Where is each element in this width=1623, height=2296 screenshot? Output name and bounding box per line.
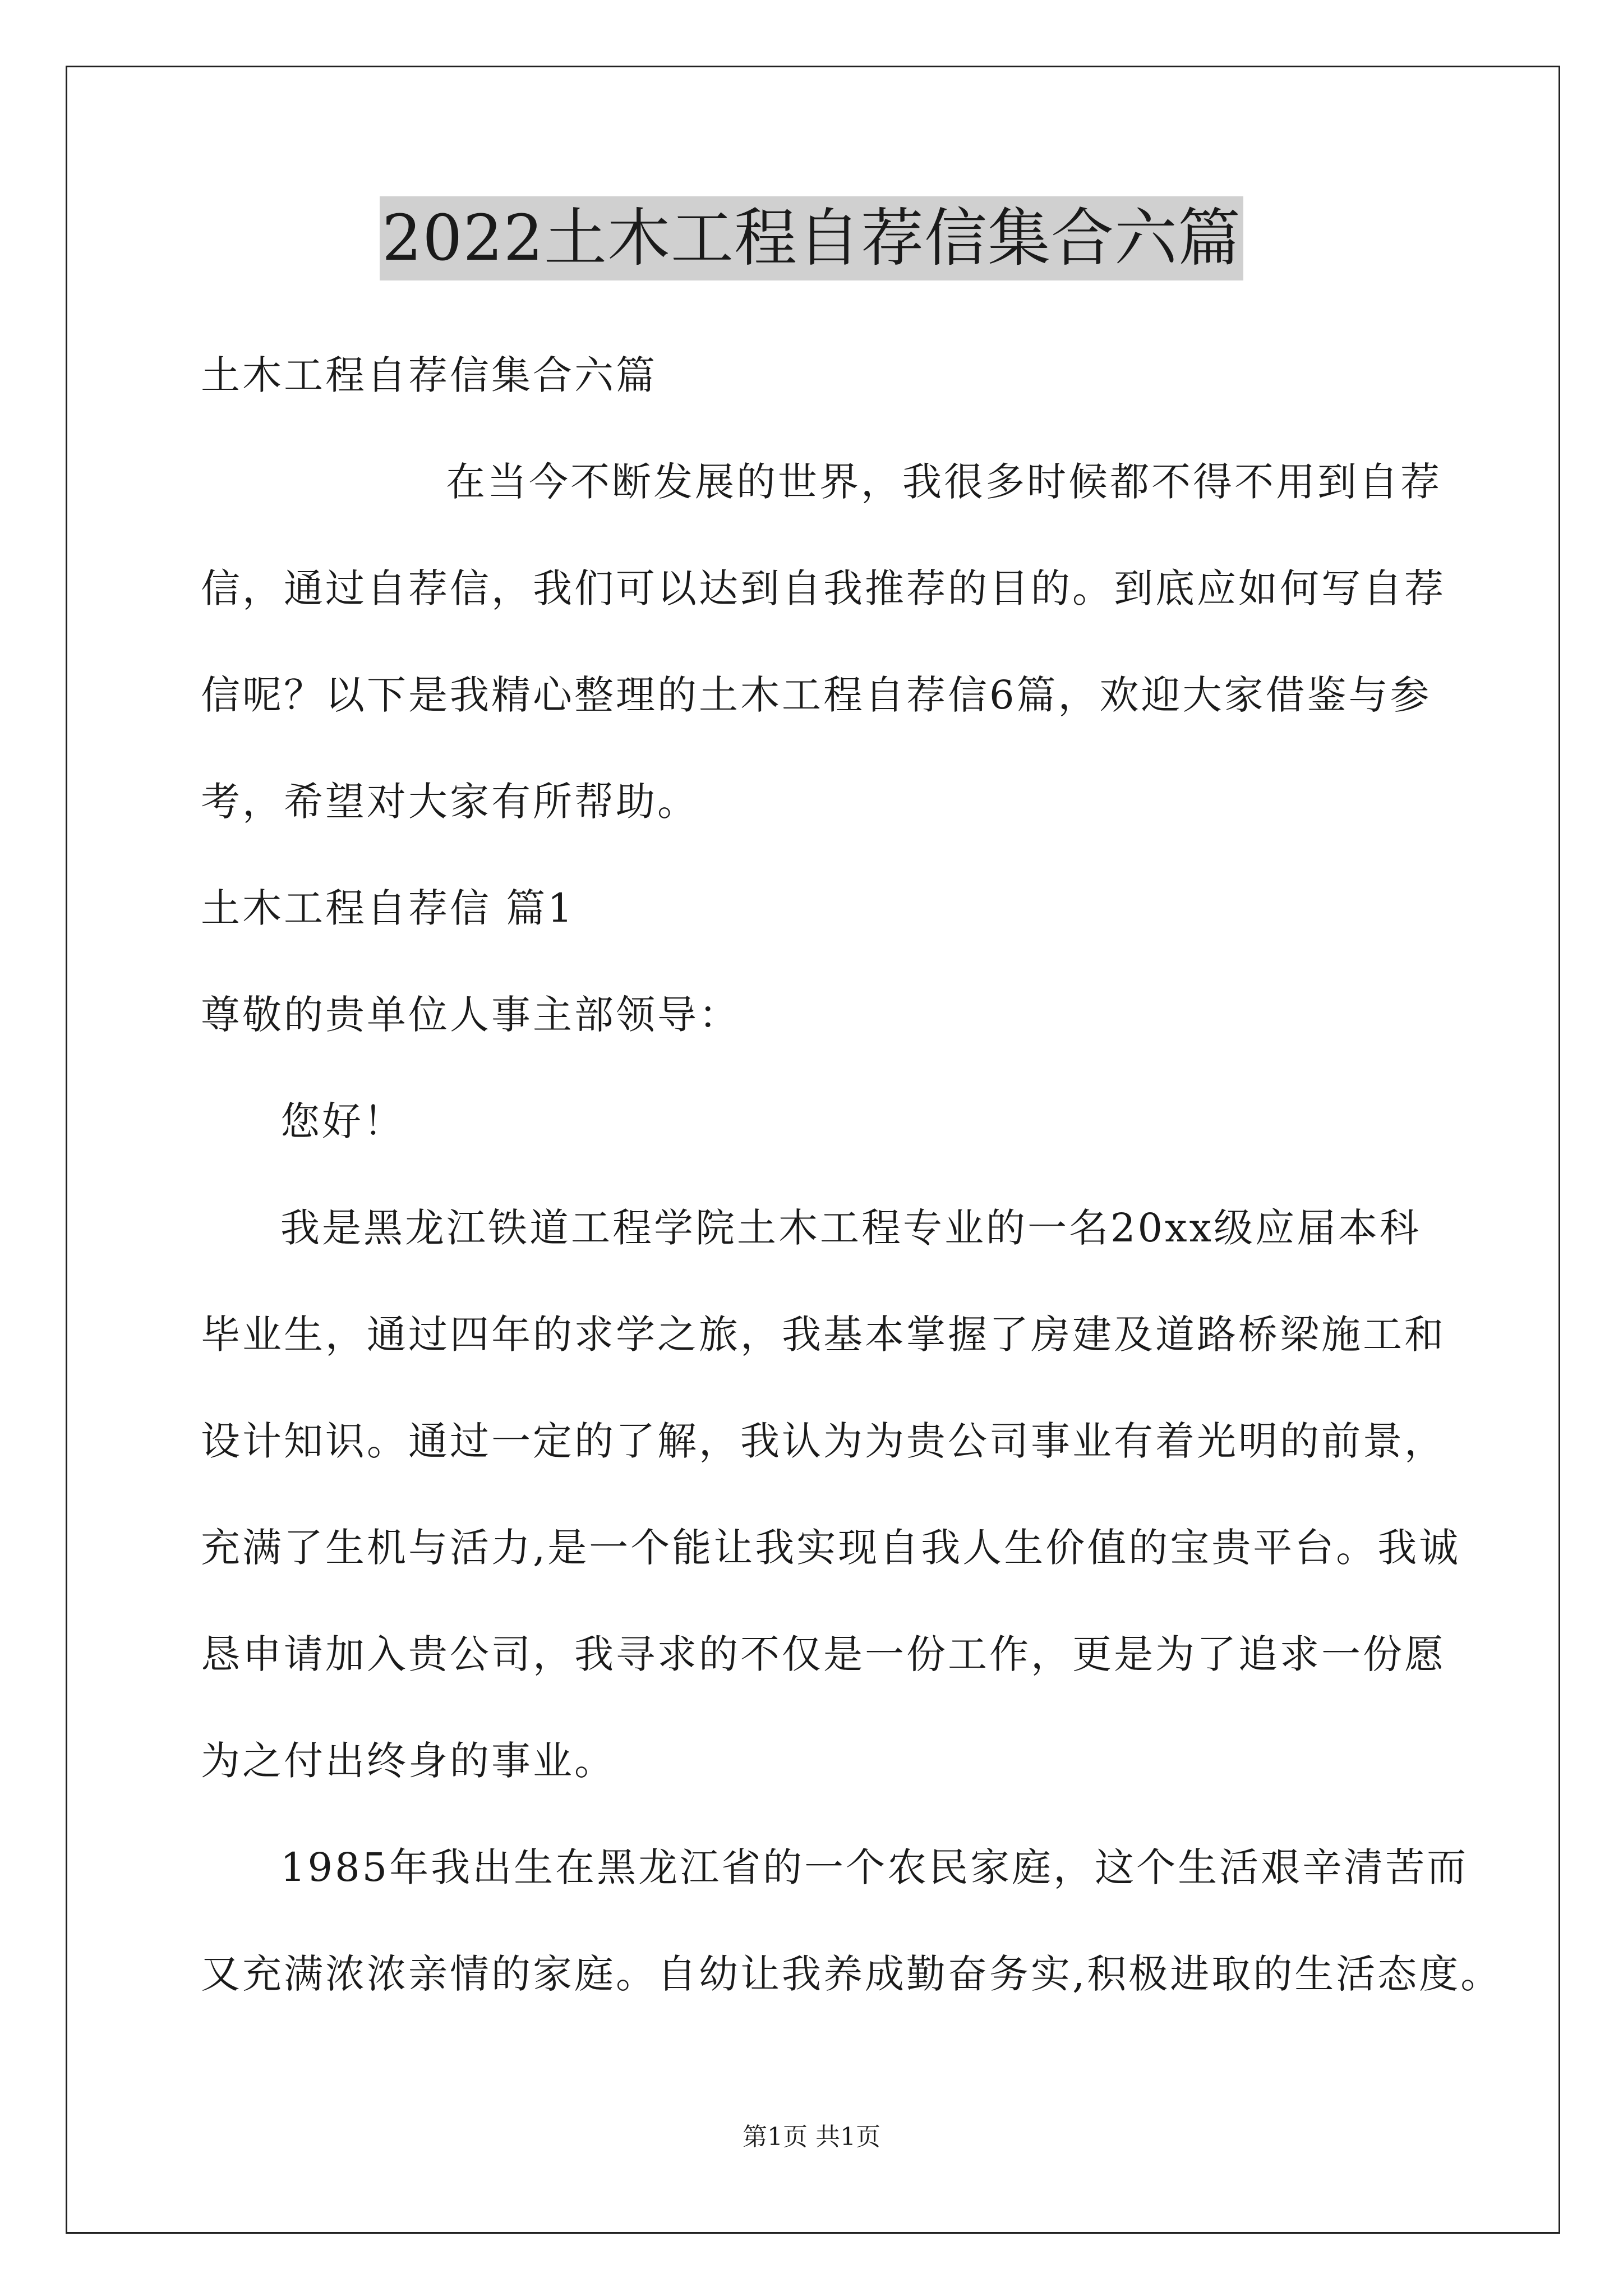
greeting: 您好！ [280,1098,405,1144]
body-line: 毕业生，通过四年的求学之旅，我基本掌握了房建及道路桥梁施工和 [201,1312,1446,1358]
body-line: 我是黑龙江铁道工程学院土木工程专业的一名20xx级应届本科 [280,1205,1422,1251]
body-line: 1985年我出生在黑龙江省的一个农民家庭，这个生活艰辛清苦而 [280,1844,1469,1890]
subtitle-line: 土木工程自荐信集合六篇 [201,352,657,398]
body-line: 恳申请加入贵公司，我寻求的不仅是一份工作，更是为了追求一份愿 [201,1631,1446,1677]
body-line: 考，希望对大家有所帮助。 [201,779,699,825]
body-line: 信，通过自荐信，我们可以达到自我推荐的目的。到底应如何写自荐 [201,565,1446,611]
document-title: 2022土木工程自荐信集合六篇 [380,196,1243,280]
section-heading: 土木工程自荐信 篇1 [201,885,575,931]
body-line: 设计知识。通过一定的了解，我认为为贵公司事业有着光明的前景， [201,1418,1446,1464]
page-footer: 第1页 共1页 [743,2123,880,2151]
body-line: 为之付出终身的事业。 [201,1738,616,1784]
body-line: 充满了生机与活力,是一个能让我实现自我人生价值的宝贵平台。我诚 [201,1525,1461,1571]
body-line: 信呢？以下是我精心整理的土木工程自荐信6篇，欢迎大家借鉴与参 [201,672,1432,718]
body-line: 又充满浓浓亲情的家庭。自幼让我养成勤奋务实,积极进取的生活态度。 [201,1951,1502,1997]
salutation: 尊敬的贵单位人事主部领导： [201,992,740,1038]
title-container [0,196,1623,280]
body-line: 在当今不断发展的世界，我很多时候都不得不用到自荐 [446,459,1442,505]
